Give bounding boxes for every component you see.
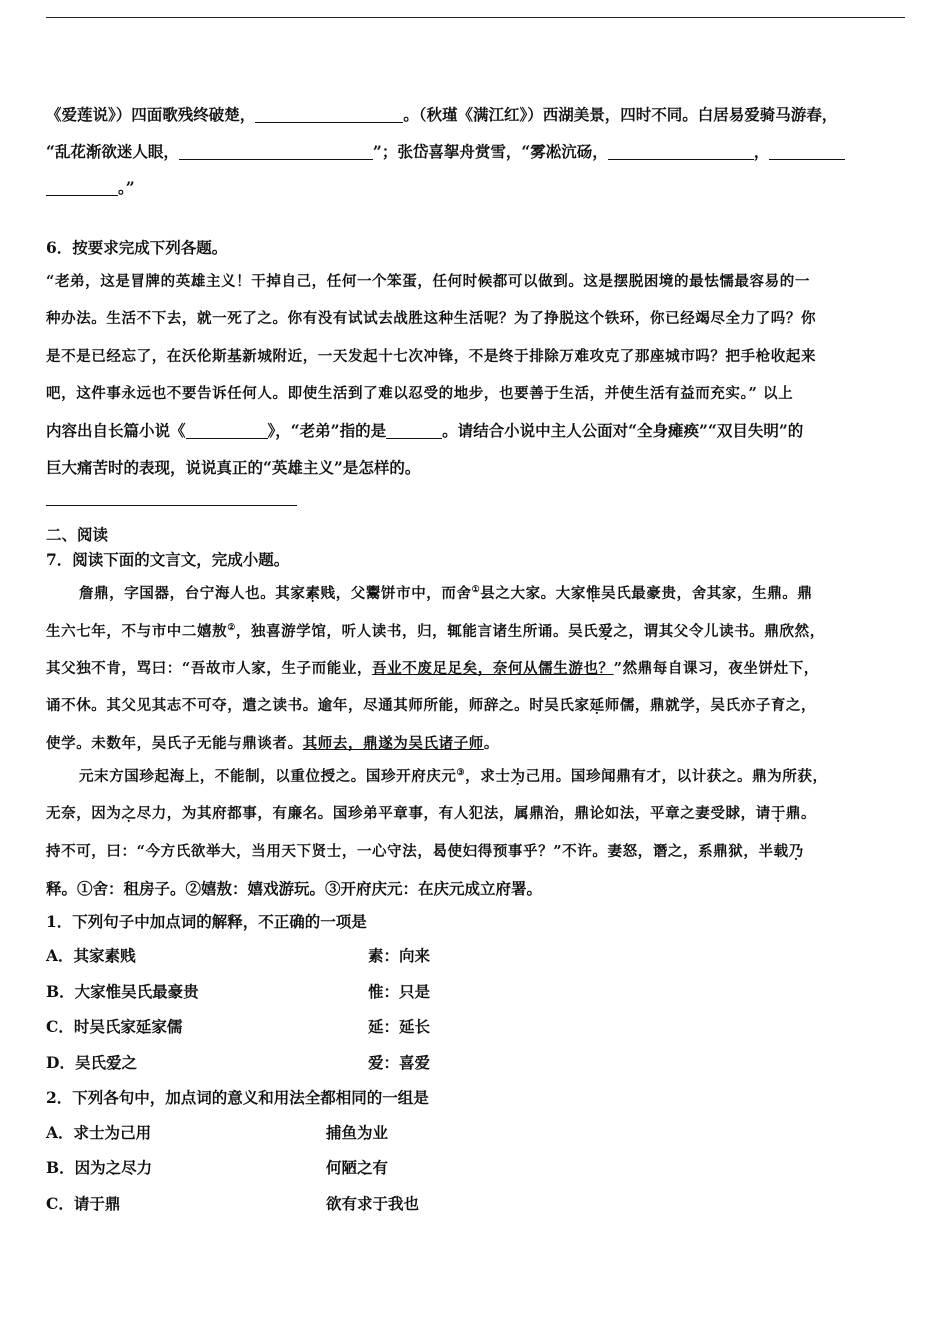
option-text: 之	[121, 1053, 137, 1072]
q6-passage-line: “老弟，这是冒牌的英雄主义！干掉自己，任何一个笨蛋，任何时候都可以做到。这是摆脱困境的最怯懦最容易的一	[46, 273, 810, 290]
q7-text: 使学。未数年，吴氏子无能与鼎谈者。	[46, 735, 303, 752]
underlined-sentence: 吾业不废足足矣，奈何从儒生游也？	[372, 660, 614, 677]
header-rule	[46, 17, 905, 18]
sub2-question: 2．下列各句中，加点词的意义和用法全都相同的一组是	[46, 1088, 429, 1107]
q7-text: 吴氏最豪贵，舍其家，生鼎。鼎	[601, 585, 813, 602]
q7-text: 己用。国珍闻鼎有才，以计获之。鼎为所获，	[525, 768, 828, 785]
footnote-mark: ③	[456, 768, 466, 779]
sub1-option-d	[46, 1051, 137, 1073]
fill-text: ，	[753, 142, 770, 161]
dotted-word: 为	[104, 1123, 121, 1142]
q7-text: 县之大家。大家	[480, 585, 586, 602]
q7-text: ，独喜游学馆，听人读书，归，辄能言诸生所诵。吴氏	[235, 623, 599, 640]
q6-passage-line: 是不是已经忘了，在沃伦斯基新城附近，一天发起十七次冲锋，不是终于排除万难攻克了那座城市吗？把手枪收起来	[46, 348, 817, 365]
dotted-word: 延	[589, 697, 605, 714]
sub2-option-b	[46, 1156, 152, 1178]
fill-text: 。”	[118, 178, 135, 197]
dotted-word: 惟	[105, 982, 122, 1001]
q7-passage-line	[46, 840, 804, 861]
option-text: 大家	[74, 982, 106, 1001]
sub2-right-b	[326, 1156, 388, 1178]
dotted-word: 爱	[105, 1053, 122, 1072]
option-text: 捕鱼	[326, 1123, 358, 1142]
q7-text: 诵不休。其父见其志不可夺，遣之读书。逾年，尽通其师所能，师辞之。时吴氏家	[46, 697, 590, 714]
sub1-answer-b: 惟：只是	[368, 982, 431, 1001]
answer-blank	[179, 144, 373, 161]
q7-footnotes: 释。①舍：租房子。②嬉敖：嬉戏游玩。③开府庆元：在庆元成立府署。	[46, 879, 543, 898]
answer-blank	[386, 423, 442, 440]
q6-prompt-line: 巨大痛苦时的表现，说说真正的“英雄主义”是怎样的。	[46, 458, 421, 477]
q7-text: 师儒，鼎就学，吴氏亦子育之，	[604, 697, 817, 714]
dotted-word: 之	[105, 1158, 122, 1177]
option-text: 欲有求	[326, 1194, 373, 1213]
option-letter: A．	[46, 1123, 74, 1142]
option-letter: D．	[46, 1053, 75, 1072]
option-text: 尽力	[121, 1158, 153, 1177]
q7-text: 詹鼎，字国器，台宁海人也。其家	[79, 585, 306, 602]
q7-text: 持不可，曰：“今方氏欲举大，当用天下贤士，一心守法，曷使妇得预事乎？”不许。妻怒，谮之，系鼎狱，半载	[46, 843, 789, 860]
q7-text: 尽力，为其府都事，有廉名。国珍弟平章事，有人犯法，属鼎治，鼎论如法，平章之妻受賕，请	[136, 805, 771, 822]
dotted-word: 惟	[585, 585, 602, 602]
dotted-word: 延	[135, 1017, 152, 1036]
q7-text: 元末方国珍起海上，不能制，以重位授之。国珍开府庆元	[79, 768, 457, 785]
option-text: 因为	[74, 1158, 106, 1177]
section-title: 二、阅读	[46, 525, 109, 544]
q6-text: 。请结合小说中主人公面对“全身瘫痪”“双目失明”的	[442, 421, 804, 440]
answer-blank	[255, 107, 403, 124]
sub2-option-a	[46, 1121, 151, 1143]
option-text: 有	[372, 1158, 389, 1177]
sub1-question: 1．下列句子中加点词的解释，不正确的一项是	[46, 912, 367, 931]
q7-passage-line	[46, 620, 825, 641]
fill-text: ”；张岱喜挐舟赏雪，“雾凇沆砀，	[372, 142, 608, 161]
underlined-sentence: 其师去，鼎遂为吴氏诸子师	[302, 735, 484, 752]
fill-line-2	[46, 140, 845, 162]
q7-text: 之，谓其父令儿读书。鼎欣然，	[613, 623, 825, 640]
option-text: 鼎	[104, 1194, 121, 1213]
q7-heading: 7．阅读下面的文言文，完成小题。	[46, 550, 290, 569]
q7-passage-line	[46, 657, 819, 678]
fill-text: “乱花渐欲迷人眼，	[46, 142, 179, 161]
fill-line-1	[46, 103, 837, 125]
answer-blank	[608, 144, 754, 161]
q7-text: ，求士	[465, 768, 511, 785]
sub1-option-a	[46, 944, 136, 966]
q7-passage-line	[46, 732, 499, 753]
sub1-option-b	[46, 980, 199, 1002]
option-text: 家儒	[151, 1017, 183, 1036]
dotted-word: 于	[372, 1194, 389, 1213]
sub2-option-c	[46, 1192, 120, 1214]
option-text: 求士	[73, 1123, 105, 1142]
dotted-word: 于	[770, 805, 786, 822]
answer-blank	[186, 423, 268, 440]
option-text: 业	[372, 1123, 389, 1142]
q7-text: 鼎。	[785, 805, 817, 822]
q6-passage-line: 吧，这件事永远也不要告诉任何人。即使生活到了难以忍受的地步，也要善于生活，并使生活有益而充实。” 以上	[46, 385, 794, 402]
q7-text: 。	[483, 735, 500, 752]
option-letter: C．	[46, 1017, 74, 1036]
dotted-word: 之	[121, 805, 137, 822]
q6-passage-line: 种办法。生活不下去，就一死了之。你有没有试试去战胜这种生活呢？为了挣脱这个铁环，你已经竭尽全力了吗？你	[46, 310, 817, 327]
q7-passage-line	[79, 765, 828, 786]
dotted-word: 之	[357, 1158, 373, 1177]
option-text: 时吴氏家	[73, 1017, 136, 1036]
q7-text: ”然鼎每自课习，夜坐饼灶下，	[613, 660, 819, 677]
dotted-word: 于	[89, 1194, 105, 1213]
sub1-answer-a: 素：向来	[368, 946, 431, 965]
q6-text: 》，“老弟”指的是	[267, 421, 387, 440]
answer-line	[46, 505, 297, 506]
q6-heading: 6．按要求完成下列各题。	[46, 238, 228, 257]
option-letter: B．	[46, 982, 75, 1001]
option-text: 其家	[73, 946, 105, 965]
option-text: 请	[73, 1194, 90, 1213]
option-letter: B．	[46, 1158, 75, 1177]
dotted-word: 素	[104, 946, 121, 965]
sub1-option-c	[46, 1015, 182, 1037]
q7-text: 无奈，因为	[46, 805, 122, 822]
q6-prompt-line	[46, 419, 803, 441]
q7-text: 贱，父鬻饼市中，而舍	[320, 585, 472, 602]
sub2-right-c	[326, 1192, 419, 1214]
option-letter: A．	[46, 946, 74, 965]
sub1-answer-c: 延：延长	[368, 1017, 431, 1036]
fill-text: 。（秋瑾《满江红》）西湖美景，四时不同。白居易爱骑马游春，	[403, 105, 838, 124]
dotted-word: 为	[357, 1123, 373, 1142]
option-text: 己用	[120, 1123, 152, 1142]
option-text: 吴氏最豪贵	[121, 982, 199, 1001]
q7-passage-line	[79, 582, 813, 603]
option-text: 吴氏	[74, 1053, 106, 1072]
answer-blank	[769, 144, 845, 161]
option-text: 何陋	[326, 1158, 358, 1177]
option-letter: C．	[46, 1194, 74, 1213]
dotted-word: 爱	[598, 623, 614, 640]
sub2-right-a	[326, 1121, 388, 1143]
sub1-answer-d: 爱：喜爱	[368, 1053, 431, 1072]
fill-line-3	[46, 176, 135, 198]
q7-text: 生六七年，不与市中二嬉敖	[46, 623, 228, 640]
q7-passage-line	[46, 694, 816, 715]
option-text: 贱	[120, 946, 136, 965]
fill-text: 《爱莲说》）四面歌残终破楚，	[46, 105, 256, 124]
option-text: 我也	[388, 1194, 420, 1213]
q6-text: 内容出自长篇小说《	[46, 421, 186, 440]
dotted-word: 乃	[788, 843, 804, 860]
answer-blank	[46, 180, 118, 197]
q7-text: 其父独不肯，骂曰：“吾故市人家，生子而能业，	[46, 660, 373, 677]
dotted-word: 素	[305, 585, 321, 602]
dotted-word: 为	[510, 768, 526, 785]
footnote-mark: ②	[227, 623, 236, 634]
q7-passage-line	[46, 802, 816, 823]
footnote-mark: ①	[471, 585, 481, 596]
